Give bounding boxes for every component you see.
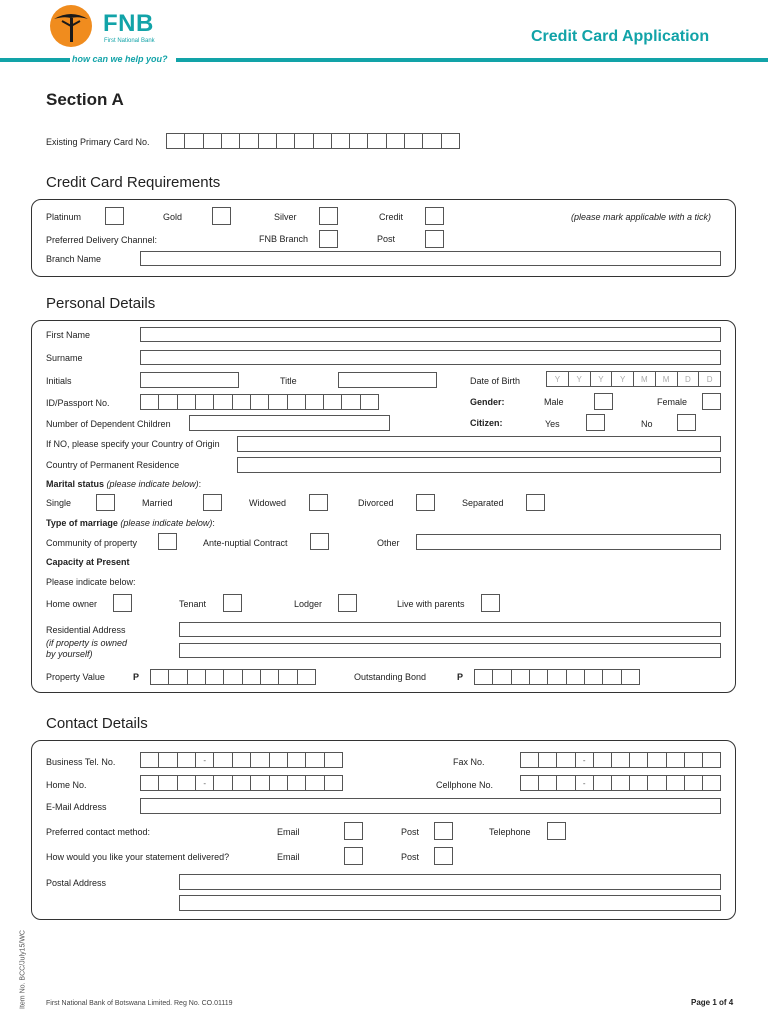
community-checkbox[interactable] bbox=[158, 533, 177, 550]
home-owner-checkbox[interactable] bbox=[113, 594, 132, 612]
dob-cell: M bbox=[634, 372, 656, 386]
widowed-checkbox[interactable] bbox=[309, 494, 328, 511]
divorced-label: Divorced bbox=[358, 498, 394, 508]
live-parents-checkbox[interactable] bbox=[481, 594, 500, 612]
email-address-label: E-Mail Address bbox=[46, 802, 107, 812]
dependents-input[interactable] bbox=[189, 415, 390, 431]
pref-post-label: Post bbox=[401, 827, 420, 837]
stmt-email-checkbox[interactable] bbox=[344, 847, 363, 865]
dob-cell: D bbox=[706, 374, 713, 384]
separated-label: Separated bbox=[462, 498, 504, 508]
initials-input[interactable] bbox=[140, 372, 239, 388]
property-currency: P bbox=[133, 672, 140, 682]
origin-label: If NO, please specify your Country of Origin bbox=[46, 439, 220, 449]
credit-label: Credit bbox=[379, 212, 404, 222]
res-address-label: Residential Address bbox=[46, 625, 126, 635]
live-parents-label: Live with parents bbox=[397, 599, 465, 609]
section-a-title: Section A bbox=[46, 90, 124, 109]
dob-cell: Y bbox=[547, 372, 569, 386]
home-owner-label: Home owner bbox=[46, 599, 98, 609]
marital-heading-colon: : bbox=[198, 479, 202, 489]
origin-input[interactable] bbox=[237, 436, 721, 452]
fax-input[interactable] bbox=[520, 752, 721, 768]
title-label: Title bbox=[280, 376, 297, 386]
bond-currency: P bbox=[457, 672, 464, 682]
antenuptial-label: Ante-nuptial Contract bbox=[203, 538, 288, 548]
tenant-checkbox[interactable] bbox=[223, 594, 242, 612]
personal-title: Personal Details bbox=[46, 295, 156, 312]
pref-telephone-label: Telephone bbox=[489, 827, 531, 837]
header-rule-right bbox=[176, 58, 768, 62]
branch-name-label: Branch Name bbox=[46, 254, 102, 264]
platinum-checkbox[interactable] bbox=[105, 207, 124, 225]
marriage-type-heading bbox=[46, 518, 215, 528]
dob-cell: Y bbox=[612, 372, 634, 386]
property-value-label: Property Value bbox=[46, 672, 105, 682]
female-checkbox[interactable] bbox=[702, 393, 721, 410]
tagline: how can we help you? bbox=[72, 54, 168, 64]
marriage-type-bold: Type of marriage bbox=[46, 518, 118, 528]
card-req-title: Credit Card Requirements bbox=[46, 174, 221, 191]
credit-checkbox[interactable] bbox=[425, 207, 444, 225]
cellphone-input[interactable] bbox=[520, 775, 721, 791]
postal-address-input-2[interactable] bbox=[179, 895, 721, 911]
stmt-post-label: Post bbox=[401, 852, 420, 862]
stmt-email-label: Email bbox=[277, 852, 300, 862]
yes-label: Yes bbox=[545, 419, 560, 429]
community-label: Community of property bbox=[46, 538, 138, 548]
dob-input[interactable] bbox=[546, 371, 721, 387]
gold-checkbox[interactable] bbox=[212, 207, 231, 225]
page-number: Page 1 of 4 bbox=[691, 998, 734, 1007]
contact-title: Contact Details bbox=[46, 715, 148, 732]
other-label: Other bbox=[377, 538, 400, 548]
first-name-input[interactable] bbox=[140, 327, 721, 342]
separated-checkbox[interactable] bbox=[526, 494, 545, 511]
pref-post-checkbox[interactable] bbox=[434, 822, 453, 840]
fnb-branch-label: FNB Branch bbox=[259, 234, 309, 244]
postal-address-input-1[interactable] bbox=[179, 874, 721, 890]
capacity-heading-text: Capacity at Present bbox=[46, 557, 130, 567]
residence-input[interactable] bbox=[237, 457, 721, 473]
pref-email-checkbox[interactable] bbox=[344, 822, 363, 840]
existing-card-input[interactable] bbox=[166, 133, 460, 149]
home-no-label: Home No. bbox=[46, 780, 87, 790]
marital-heading bbox=[46, 479, 201, 489]
preferred-method-label: Preferred contact method: bbox=[46, 827, 151, 837]
tenant-label: Tenant bbox=[179, 599, 207, 609]
surname-label: Surname bbox=[46, 353, 83, 363]
no-label: No bbox=[641, 419, 653, 429]
other-input[interactable] bbox=[416, 534, 721, 550]
res-address-input-2[interactable] bbox=[179, 643, 721, 658]
statement-label: How would you like your statement delivered? bbox=[46, 852, 230, 862]
post-checkbox[interactable] bbox=[425, 230, 444, 248]
divorced-checkbox[interactable] bbox=[416, 494, 435, 511]
outstanding-bond-input[interactable] bbox=[474, 669, 640, 685]
header-rule-left bbox=[0, 58, 70, 62]
citizen-label-text: Citizen: bbox=[470, 418, 503, 428]
capacity-heading bbox=[46, 557, 130, 567]
platinum-label: Platinum bbox=[46, 212, 82, 222]
business-tel-input[interactable] bbox=[140, 752, 343, 768]
cellphone-dash: - bbox=[576, 776, 594, 790]
silver-label: Silver bbox=[274, 212, 297, 222]
married-checkbox[interactable] bbox=[203, 494, 222, 511]
home-no-input[interactable] bbox=[140, 775, 343, 791]
doc-title: Credit Card Application bbox=[531, 28, 710, 45]
existing-card-label: Existing Primary Card No. bbox=[46, 137, 150, 147]
lodger-label: Lodger bbox=[294, 599, 323, 609]
citizen-label bbox=[470, 418, 503, 428]
dob-cell: D bbox=[678, 372, 700, 386]
male-checkbox[interactable] bbox=[594, 393, 613, 410]
business-tel-dash: - bbox=[196, 753, 214, 767]
yes-checkbox[interactable] bbox=[586, 414, 605, 431]
widowed-label: Widowed bbox=[249, 498, 287, 508]
surname-input[interactable] bbox=[140, 350, 721, 365]
antenuptial-checkbox[interactable] bbox=[310, 533, 329, 550]
email-address-input[interactable] bbox=[140, 798, 721, 814]
res-address-note-1: (if property is owned bbox=[46, 638, 128, 648]
outstanding-bond-label: Outstanding Bond bbox=[354, 672, 427, 682]
residence-label: Country of Permanent Residence bbox=[46, 460, 180, 470]
married-label: Married bbox=[142, 498, 173, 508]
res-address-input-1[interactable] bbox=[179, 622, 721, 637]
title-input[interactable] bbox=[338, 372, 437, 388]
lodger-checkbox[interactable] bbox=[338, 594, 357, 612]
item-number: Item No. BCC/July15/WC bbox=[19, 930, 27, 1009]
business-tel-label: Business Tel. No. bbox=[46, 757, 116, 767]
no-checkbox[interactable] bbox=[677, 414, 696, 431]
single-checkbox[interactable] bbox=[96, 494, 115, 511]
branch-name-input[interactable] bbox=[140, 251, 721, 266]
cellphone-label: Cellphone No. bbox=[436, 780, 494, 790]
id-passport-label: ID/Passport No. bbox=[46, 398, 110, 408]
marriage-type-colon: : bbox=[212, 518, 215, 528]
dob-cell: M bbox=[656, 372, 678, 386]
female-label: Female bbox=[657, 397, 688, 407]
delivery-label: Preferred Delivery Channel: bbox=[46, 235, 158, 245]
fax-label: Fax No. bbox=[453, 757, 485, 767]
logo-text: FNB bbox=[103, 10, 154, 37]
fnb-branch-checkbox[interactable] bbox=[319, 230, 338, 248]
initials-label: Initials bbox=[46, 376, 72, 386]
res-address-note-2: by yourself) bbox=[46, 649, 93, 659]
dob-label: Date of Birth bbox=[470, 376, 521, 386]
bank-registration: First National Bank of Botswana Limited. Reg No. CO.01119 bbox=[46, 1000, 233, 1007]
fax-dash: - bbox=[576, 753, 594, 767]
marital-heading-note: (please indicate below) bbox=[104, 479, 199, 489]
id-passport-input[interactable] bbox=[140, 394, 379, 410]
pref-telephone-checkbox[interactable] bbox=[547, 822, 566, 840]
dob-cell: Y bbox=[591, 372, 613, 386]
marital-heading-bold: Marital status bbox=[46, 479, 105, 489]
stmt-post-checkbox[interactable] bbox=[434, 847, 453, 865]
dob-cell: Y bbox=[569, 372, 591, 386]
tick-note: (please mark applicable with a tick) bbox=[571, 212, 712, 222]
home-no-dash: - bbox=[196, 776, 214, 790]
please-indicate-label: Please indicate below: bbox=[46, 577, 136, 587]
gold-label: Gold bbox=[163, 212, 183, 222]
property-value-input[interactable] bbox=[150, 669, 316, 685]
first-name-label: First Name bbox=[46, 330, 91, 340]
post-label: Post bbox=[377, 234, 396, 244]
single-label: Single bbox=[46, 498, 72, 508]
postal-address-label: Postal Address bbox=[46, 878, 107, 888]
logo-subtext: First National Bank bbox=[104, 38, 155, 44]
marriage-type-note: (please indicate below) bbox=[117, 518, 213, 528]
fnb-logo bbox=[48, 4, 178, 52]
male-label: Male bbox=[544, 397, 564, 407]
dependents-label: Number of Dependent Children bbox=[46, 419, 171, 429]
fnb-tree-icon bbox=[48, 4, 94, 48]
gender-label bbox=[470, 397, 505, 407]
pref-email-label: Email bbox=[277, 827, 300, 837]
silver-checkbox[interactable] bbox=[319, 207, 338, 225]
gender-label-text: Gender: bbox=[470, 397, 505, 407]
